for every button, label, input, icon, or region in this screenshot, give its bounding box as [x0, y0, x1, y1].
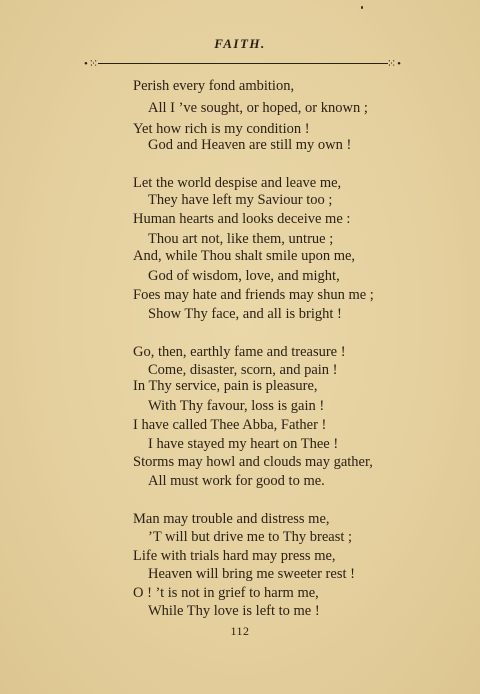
verse-line: All must work for good to me. [148, 473, 325, 489]
rule-line [98, 63, 388, 64]
verse-line: Storms may howl and clouds may gather, [133, 454, 373, 470]
running-head: FAITH. [214, 36, 266, 51]
ornament-left: •⁙ [84, 58, 100, 70]
verse-line: Come, disaster, scorn, and pain ! [148, 362, 338, 378]
ornament-right: ⁙• [386, 58, 402, 70]
verse-line: While Thy love is left to me ! [148, 603, 320, 619]
verse-line: In Thy service, pain is pleasure, [133, 378, 318, 394]
verse-line: And, while Thou shalt smile upon me, [133, 248, 356, 264]
verse-line: I have stayed my heart on Thee ! [148, 436, 339, 452]
verse-line: I have called Thee Abba, Father ! [133, 417, 327, 433]
page-number: 112 [230, 624, 250, 638]
verse-line: Human hearts and looks deceive me : [133, 211, 351, 227]
ink-fleck [361, 6, 363, 9]
verse-line: ’T will but drive me to Thy breast ; [148, 529, 353, 545]
verse-line: Let the world despise and leave me, [133, 175, 342, 191]
verse-line: God and Heaven are still my own ! [148, 137, 352, 153]
verse-line: Foes may hate and friends may shun me ; [133, 287, 374, 303]
verse-line: God of wisdom, love, and might, [148, 268, 340, 284]
verse-line: Thou art not, like them, untrue ; [148, 231, 334, 247]
verse-line: Go, then, earthly fame and treasure ! [133, 344, 346, 360]
verse-line: O ! ’t is not in grief to harm me, [133, 585, 319, 601]
verse-line: Perish every fond ambition, [133, 78, 295, 94]
verse-line: Man may trouble and distress me, [133, 511, 330, 527]
verse-line: With Thy favour, loss is gain ! [148, 398, 325, 414]
verse-line: They have left my Saviour too ; [148, 192, 333, 208]
verse-line: Yet how rich is my condition ! [133, 121, 310, 137]
verse-line: Show Thy face, and all is bright ! [148, 306, 342, 322]
verse-line: Heaven will bring me sweeter rest ! [148, 566, 355, 582]
verse-line: All I ’ve sought, or hoped, or known ; [148, 100, 368, 116]
ornament-rule [84, 58, 402, 70]
verse-line: Life with trials hard may press me, [133, 548, 336, 564]
